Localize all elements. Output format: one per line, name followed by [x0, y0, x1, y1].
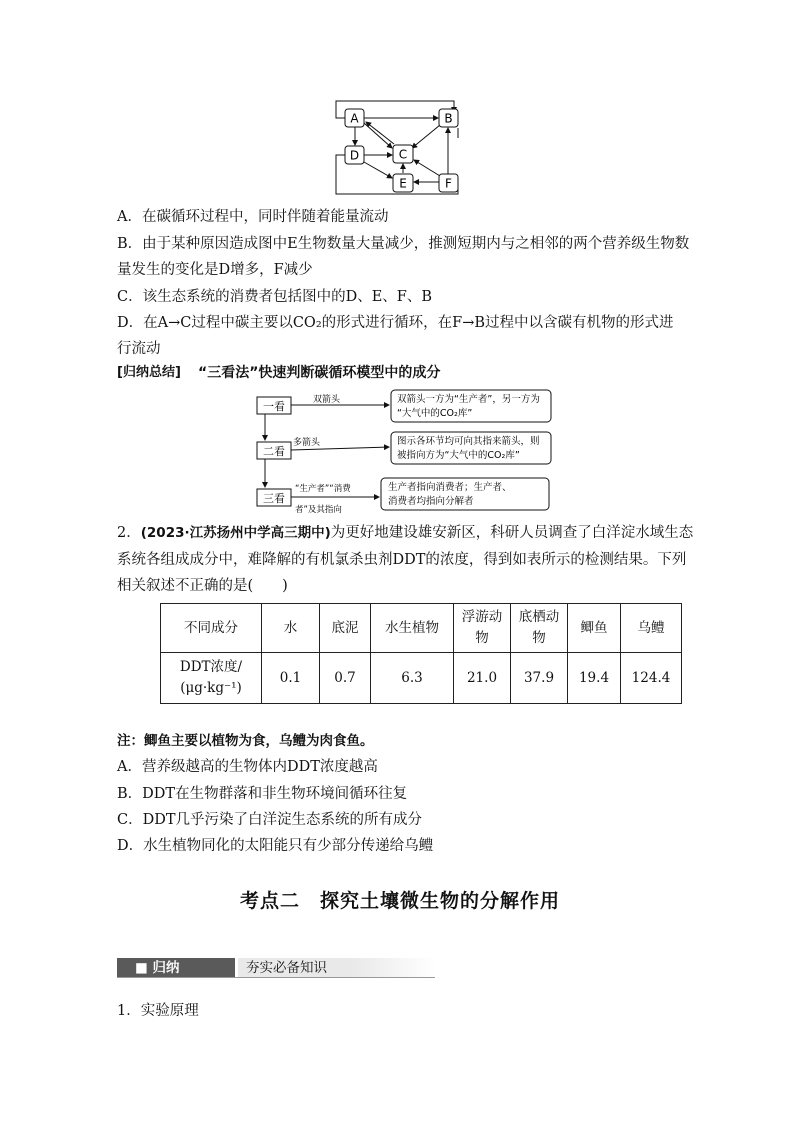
- q2-number: 2．: [117, 525, 141, 541]
- table-col-snakehead: 乌鳢: [621, 604, 682, 653]
- q1-option-d: D．在A→C过程中碳主要以CO₂的形式进行循环，在F→B过程中以含碳有机物的形式进: [117, 315, 674, 331]
- section-banner: [117, 958, 435, 978]
- svg-text:二看: 二看: [263, 445, 285, 458]
- table-col-aquatic-plants: 水生植物: [371, 604, 454, 653]
- q2-note: 注：鲫鱼主要以植物为食，乌鳢为肉食鱼。: [117, 733, 374, 749]
- node-d: [345, 146, 364, 164]
- step-3: [257, 478, 549, 515]
- table-cell: 0.1: [262, 653, 320, 704]
- table-header-label: 不同成分: [161, 604, 262, 653]
- three-look-flowchart: [255, 387, 555, 519]
- step-1: [257, 390, 551, 422]
- svg-text:三看: 三看: [263, 492, 285, 505]
- q2-option-b: B．DDT在生物群落和非生物环境间循环往复: [117, 786, 408, 802]
- q1-option-b: B．由于某种原因造成图中E生物数量大量减少，推测短期内与之相邻的两个营养级生物数: [117, 236, 690, 252]
- node-c: [393, 145, 413, 163]
- svg-text:双箭头一方为“生产者”，另一方为: 双箭头一方为“生产者”，另一方为: [397, 394, 540, 405]
- banner-right: 夯实必备知识: [238, 958, 352, 978]
- step-2: [257, 432, 551, 464]
- svg-text:图示各环节均可向其指来箭头，则: 图示各环节均可向其指来箭头，则: [397, 436, 540, 447]
- q1-option-a: A．在碳循环过程中，同时伴随着能量流动: [117, 209, 389, 225]
- svg-text:F: F: [445, 176, 452, 191]
- svg-text:被指向方为“大气中的CO₂库”: 被指向方为“大气中的CO₂库”: [397, 450, 520, 461]
- q2-stem-text: 为更好地建设雄安新区，科研人员调查了白洋淀水域生态: [330, 525, 694, 541]
- svg-text:一看: 一看: [263, 400, 285, 413]
- q2-option-c: C．DDT几乎污染了白洋淀生态系统的所有成分: [117, 812, 423, 828]
- q2-stem-line3: 相关叙述不正确的是( ): [117, 578, 288, 594]
- table-row-label: DDT浓度/ (μg·kg⁻¹): [161, 653, 262, 704]
- q2-option-d: D．水生植物同化的太阳能只有少部分传递给乌鳢: [117, 838, 434, 854]
- q2-option-a: A．营养级越高的生物体内DDT浓度越高: [117, 759, 378, 775]
- table-col-water: 水: [262, 604, 320, 653]
- svg-text:生产者指向消费者；生产者、: 生产者指向消费者；生产者、: [388, 482, 512, 493]
- node-f: [439, 174, 458, 192]
- svg-text:消费者均指向分解者: 消费者均指向分解者: [388, 496, 474, 507]
- banner-left: ■ 归纳: [117, 958, 235, 978]
- table-cell: 19.4: [568, 653, 621, 704]
- node-e: [393, 174, 413, 192]
- table-col-crucian-carp: 鲫鱼: [568, 604, 621, 653]
- svg-text:者”及其指向: 者”及其指向: [295, 505, 342, 515]
- summary-title: “三看法”快速判断碳循环模型中的成分: [198, 365, 441, 381]
- svg-text:“大气中的CO₂库”: “大气中的CO₂库”: [397, 408, 473, 419]
- section-title: 考点二 探究土壤微生物的分解作用: [239, 890, 560, 912]
- table-row: [161, 653, 682, 704]
- svg-text:E: E: [399, 176, 407, 191]
- svg-text:多箭头: 多箭头: [293, 438, 321, 448]
- table-cell: 6.3: [371, 653, 454, 704]
- q1-option-d-cont: 行流动: [117, 341, 161, 357]
- point-1-heading: 1．实验原理: [117, 1003, 199, 1019]
- svg-text:“生产者”“消费: “生产者”“消费: [295, 484, 351, 494]
- q2-source: (2023·江苏扬州中学高三期中): [140, 525, 331, 541]
- summary-tag: [归纳总结]: [117, 365, 181, 380]
- svg-text:B: B: [444, 111, 453, 126]
- svg-text:D: D: [349, 148, 360, 163]
- svg-text:C: C: [398, 147, 408, 162]
- table-cell: 37.9: [511, 653, 568, 704]
- ddt-table: [160, 603, 682, 704]
- table-cell: 0.7: [320, 653, 371, 704]
- q2-stem-line1: [117, 523, 693, 543]
- svg-text:双箭头: 双箭头: [313, 395, 341, 405]
- q2-stem-line2: 系统各组成成分中，难降解的有机氯杀虫剂DDT的浓度，得到如表所示的检测结果。下列: [117, 552, 687, 568]
- table-col-sediment: 底泥: [320, 604, 371, 653]
- node-a: [345, 109, 364, 127]
- q1-option-c: C．该生态系统的消费者包括图中的D、E、F、B: [117, 289, 433, 305]
- table-col-benthos: 底栖动物: [511, 604, 568, 653]
- table-header-row: [161, 604, 682, 653]
- carbon-cycle-diagram: [330, 98, 470, 200]
- table-cell: 124.4: [621, 653, 682, 704]
- node-b: [439, 109, 458, 127]
- svg-text:A: A: [350, 111, 359, 126]
- q1-option-b-cont: 量发生的变化是D增多，F减少: [117, 262, 313, 278]
- table-cell: 21.0: [454, 653, 511, 704]
- table-col-zooplankton: 浮游动物: [454, 604, 511, 653]
